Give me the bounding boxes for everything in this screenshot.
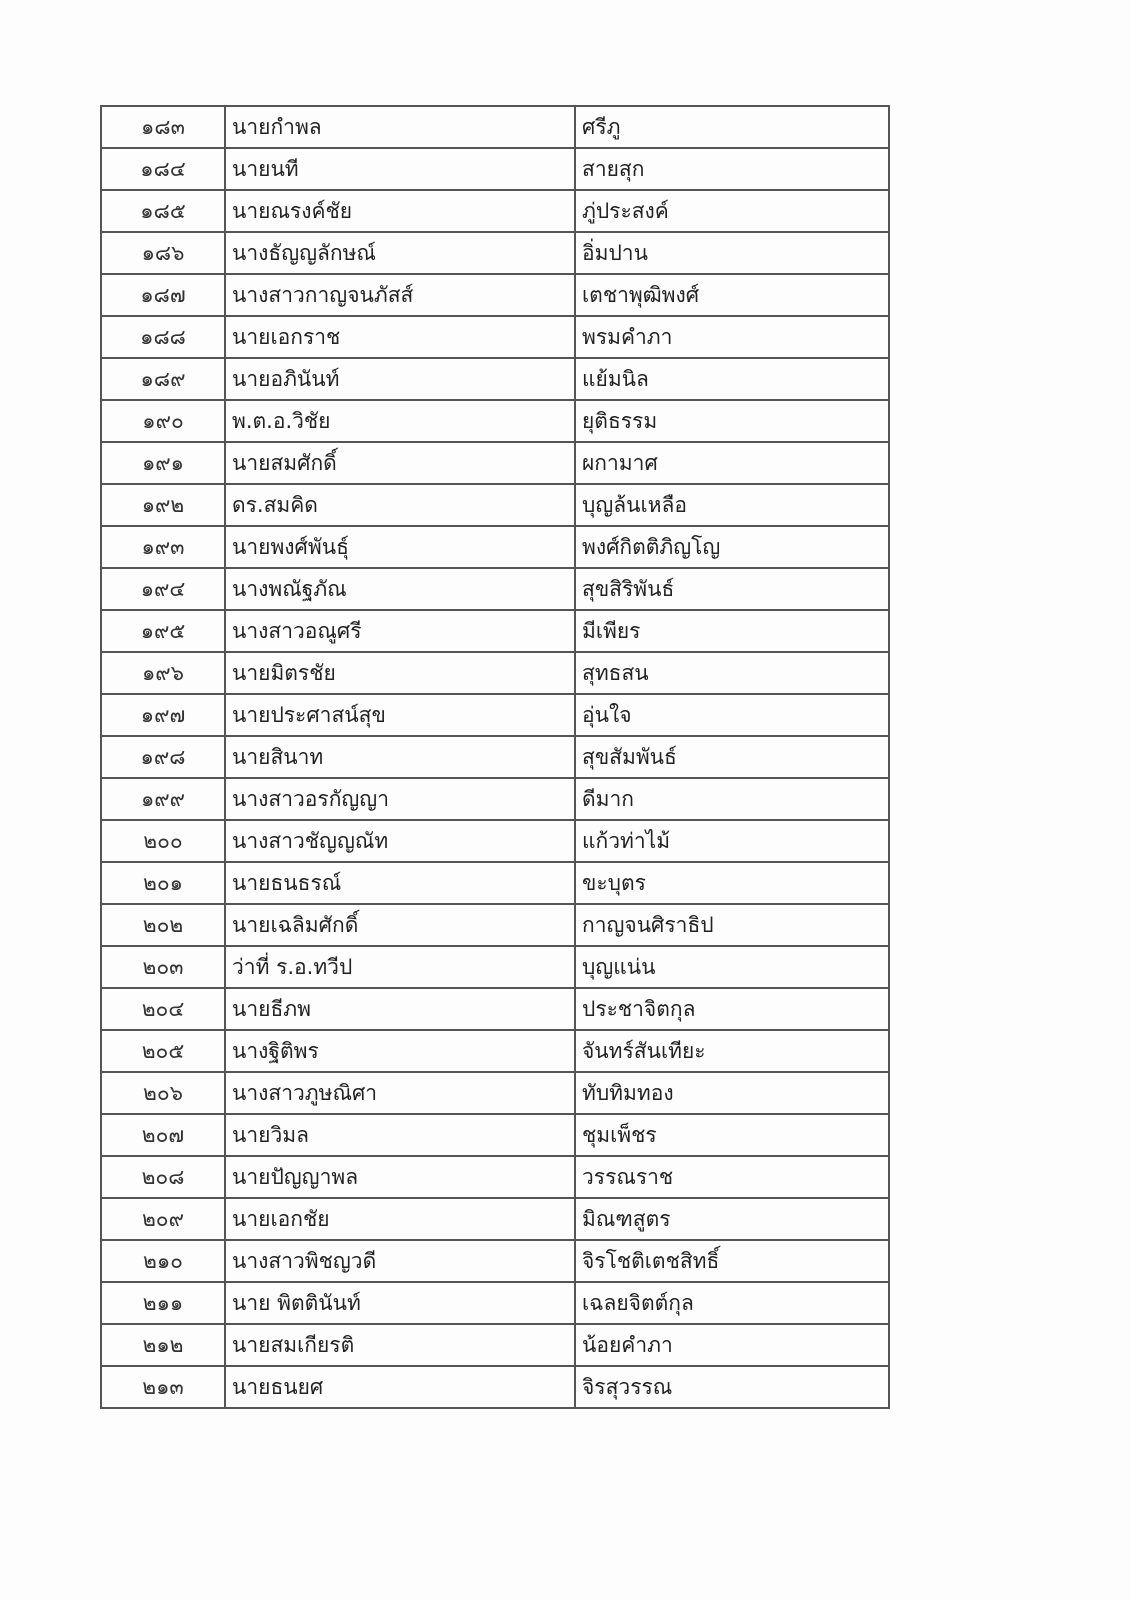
row-number: ๒๐๙ <box>101 1198 225 1240</box>
last-name-cell: จิรโชติเตชสิทธิ์ <box>575 1240 889 1282</box>
last-name-cell: สุขสัมพันธ์ <box>575 736 889 778</box>
table-row <box>101 526 889 568</box>
first-name-cell: นายสมศักดิ์ <box>225 442 575 484</box>
table-row <box>101 190 889 232</box>
last-name-cell: เฉลยจิตต์กุล <box>575 1282 889 1324</box>
last-name-cell: อิ่มปาน <box>575 232 889 274</box>
last-name-cell: จันทร์สันเทียะ <box>575 1030 889 1072</box>
last-name-cell: จิรสุวรรณ <box>575 1366 889 1408</box>
last-name-cell: ผกามาศ <box>575 442 889 484</box>
table-row <box>101 1366 889 1408</box>
table-row <box>101 274 889 316</box>
row-number: ๒๐๓ <box>101 946 225 988</box>
first-name-cell: นางสาวภูษณิศา <box>225 1072 575 1114</box>
last-name-cell: อุ่นใจ <box>575 694 889 736</box>
row-number: ๑๙๖ <box>101 652 225 694</box>
first-name-cell: ดร.สมคิด <box>225 484 575 526</box>
table-row <box>101 1282 889 1324</box>
first-name-cell: นางสาวอณูศรี <box>225 610 575 652</box>
table-row <box>101 316 889 358</box>
first-name-cell: นางสาวกาญจนภัสส์ <box>225 274 575 316</box>
first-name-cell: นายประศาสน์สุข <box>225 694 575 736</box>
table-row <box>101 1072 889 1114</box>
table-row <box>101 400 889 442</box>
table-row <box>101 358 889 400</box>
last-name-cell: ดีมาก <box>575 778 889 820</box>
table-row <box>101 568 889 610</box>
first-name-cell: นางพณัฐภัณ <box>225 568 575 610</box>
table-row <box>101 778 889 820</box>
last-name-cell: ชุมเพ็ชร <box>575 1114 889 1156</box>
first-name-cell: ว่าที่ ร.อ.ทวีป <box>225 946 575 988</box>
last-name-cell: มิณฑสูตร <box>575 1198 889 1240</box>
row-number: ๒๑๑ <box>101 1282 225 1324</box>
table-row <box>101 1030 889 1072</box>
row-number: ๑๙๑ <box>101 442 225 484</box>
first-name-cell: นายเฉลิมศักดิ์ <box>225 904 575 946</box>
row-number: ๑๘๖ <box>101 232 225 274</box>
last-name-cell: บุญล้นเหลือ <box>575 484 889 526</box>
last-name-cell: แก้วท่าไม้ <box>575 820 889 862</box>
row-number: ๒๐๗ <box>101 1114 225 1156</box>
first-name-cell: นายณรงค์ชัย <box>225 190 575 232</box>
table-row <box>101 652 889 694</box>
row-number: ๒๑๐ <box>101 1240 225 1282</box>
row-number: ๒๐๐ <box>101 820 225 862</box>
table-row <box>101 988 889 1030</box>
row-number: ๑๘๓ <box>101 106 225 148</box>
row-number: ๑๘๔ <box>101 148 225 190</box>
last-name-cell: ทับทิมทอง <box>575 1072 889 1114</box>
first-name-cell: นางสาวชัญญณัท <box>225 820 575 862</box>
last-name-cell: กาญจนศิราธิป <box>575 904 889 946</box>
row-number: ๒๐๒ <box>101 904 225 946</box>
table-row <box>101 148 889 190</box>
name-list-body <box>101 106 889 1408</box>
row-number: ๒๑๓ <box>101 1366 225 1408</box>
last-name-cell: มีเพียร <box>575 610 889 652</box>
row-number: ๒๐๖ <box>101 1072 225 1114</box>
table-row <box>101 1240 889 1282</box>
first-name-cell: นายเอกชัย <box>225 1198 575 1240</box>
row-number: ๑๙๐ <box>101 400 225 442</box>
last-name-cell: น้อยคำภา <box>575 1324 889 1366</box>
table-row <box>101 946 889 988</box>
table-row <box>101 232 889 274</box>
row-number: ๒๐๑ <box>101 862 225 904</box>
row-number: ๒๐๔ <box>101 988 225 1030</box>
row-number: ๑๙๕ <box>101 610 225 652</box>
first-name-cell: นางธัญญลักษณ์ <box>225 232 575 274</box>
table-row <box>101 106 889 148</box>
row-number: ๑๙๔ <box>101 568 225 610</box>
row-number: ๑๙๓ <box>101 526 225 568</box>
table-row <box>101 1156 889 1198</box>
first-name-cell: นายกำพล <box>225 106 575 148</box>
last-name-cell: ภู่ประสงค์ <box>575 190 889 232</box>
last-name-cell: ขะบุตร <box>575 862 889 904</box>
row-number: ๑๘๗ <box>101 274 225 316</box>
first-name-cell: พ.ต.อ.วิชัย <box>225 400 575 442</box>
row-number: ๑๘๙ <box>101 358 225 400</box>
last-name-cell: วรรณราช <box>575 1156 889 1198</box>
last-name-cell: ประชาจิตกุล <box>575 988 889 1030</box>
last-name-cell: พงศ์กิตติภิญโญ <box>575 526 889 568</box>
row-number: ๒๑๒ <box>101 1324 225 1366</box>
row-number: ๒๐๘ <box>101 1156 225 1198</box>
last-name-cell: เตชาพุฒิพงศ์ <box>575 274 889 316</box>
table-row <box>101 1114 889 1156</box>
first-name-cell: นายสมเกียรติ <box>225 1324 575 1366</box>
row-number: ๑๙๒ <box>101 484 225 526</box>
row-number: ๑๙๗ <box>101 694 225 736</box>
last-name-cell: สุขสิริพันธ์ <box>575 568 889 610</box>
table-row <box>101 1324 889 1366</box>
first-name-cell: นายปัญญาพล <box>225 1156 575 1198</box>
last-name-cell: ยุติธรรม <box>575 400 889 442</box>
last-name-cell: แย้มนิล <box>575 358 889 400</box>
last-name-cell: สุทธสน <box>575 652 889 694</box>
first-name-cell: นายธีภพ <box>225 988 575 1030</box>
first-name-cell: นางฐิติพร <box>225 1030 575 1072</box>
row-number: ๑๘๘ <box>101 316 225 358</box>
table-row <box>101 610 889 652</box>
table-row <box>101 736 889 778</box>
table-row <box>101 484 889 526</box>
last-name-cell: บุญแน่น <box>575 946 889 988</box>
first-name-cell: นางสาวอรกัญญา <box>225 778 575 820</box>
first-name-cell: นายธนยศ <box>225 1366 575 1408</box>
row-number: ๒๐๕ <box>101 1030 225 1072</box>
name-list-table <box>100 105 890 1409</box>
table-row <box>101 442 889 484</box>
first-name-cell: นายสินาท <box>225 736 575 778</box>
table-row <box>101 1198 889 1240</box>
table-row <box>101 862 889 904</box>
first-name-cell: นายพงศ์พันธุ์ <box>225 526 575 568</box>
row-number: ๑๙๘ <box>101 736 225 778</box>
table-row <box>101 820 889 862</box>
row-number: ๑๙๙ <box>101 778 225 820</box>
table-row <box>101 904 889 946</box>
first-name-cell: นายนที <box>225 148 575 190</box>
last-name-cell: พรมคำภา <box>575 316 889 358</box>
first-name-cell: นาย พิตตินันท์ <box>225 1282 575 1324</box>
first-name-cell: นายอภินันท์ <box>225 358 575 400</box>
last-name-cell: ศรีภู <box>575 106 889 148</box>
first-name-cell: นายเอกราช <box>225 316 575 358</box>
last-name-cell: สายสุก <box>575 148 889 190</box>
first-name-cell: นายธนธรณ์ <box>225 862 575 904</box>
first-name-cell: นายมิตรชัย <box>225 652 575 694</box>
first-name-cell: นางสาวพิชญวดี <box>225 1240 575 1282</box>
first-name-cell: นายวิมล <box>225 1114 575 1156</box>
table-row <box>101 694 889 736</box>
row-number: ๑๘๕ <box>101 190 225 232</box>
